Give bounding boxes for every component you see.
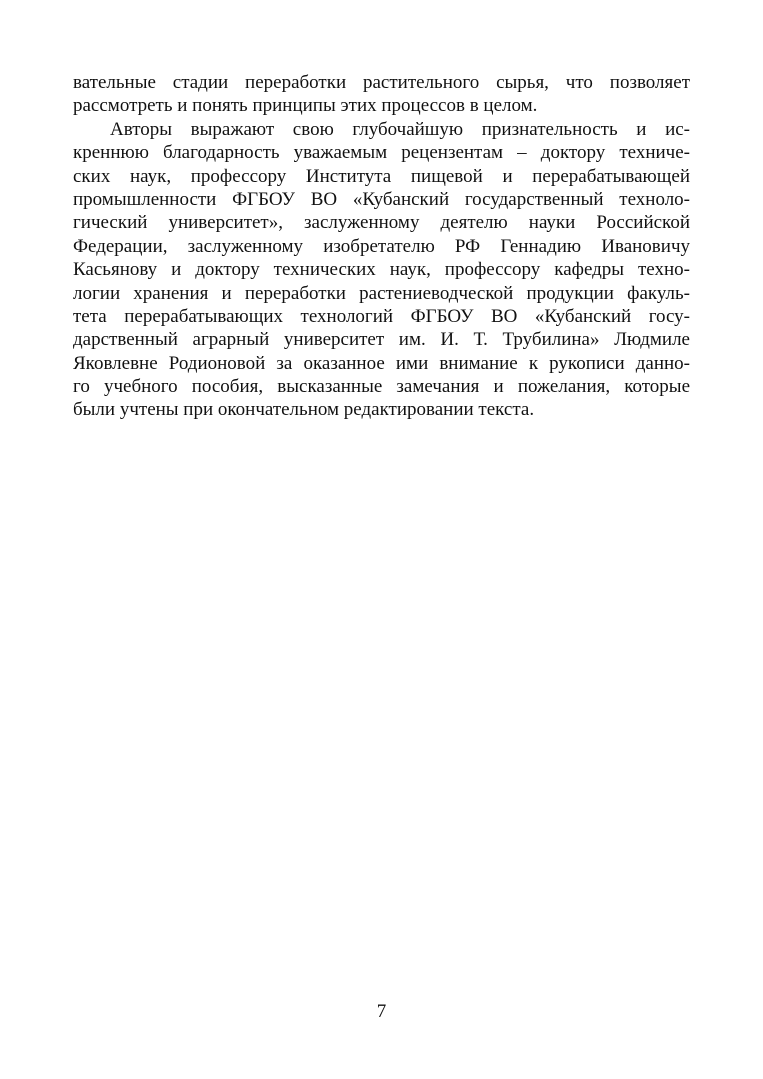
- text-line: рассмотреть и понять принципы этих процессов в целом.: [73, 95, 538, 117]
- text-line: дарственный аграрный университет им. И. Т. Трубилина» Людмиле: [73, 329, 690, 351]
- text-line: промышленности ФГБОУ ВО «Кубанский государственный техноло-: [73, 188, 690, 210]
- text-line: вательные стадии переработки растительного сырья, что позволяет: [73, 72, 690, 93]
- text-line: логии хранения и переработки растениеводческой продукции факуль-: [73, 282, 690, 304]
- text-line: гический университет», заслуженному деятелю науки Российской: [73, 212, 690, 234]
- text-line: ских наук, профессору Института пищевой и перерабатывающей: [73, 165, 690, 187]
- text-line: Яковлевне Родионовой за оказанное ими внимание к рукописи данно-: [73, 352, 690, 374]
- body-text: [73, 71, 690, 422]
- text-line: Авторы выражают свою глубочайшую признательность и ис-: [110, 118, 690, 140]
- paragraph-2: [73, 118, 690, 422]
- paragraph-1: [73, 71, 690, 118]
- text-line: тета перерабатывающих технологий ФГБОУ ВО «Кубанский госу-: [73, 305, 690, 327]
- text-line: были учтены при окончательном редактировании текста.: [73, 399, 535, 421]
- text-line: креннюю благодарность уважаемым рецензентам – доктору техниче-: [73, 142, 690, 164]
- text-line: Касьянову и доктору технических наук, профессору кафедры техно-: [73, 259, 690, 281]
- page-number: 7: [376, 1001, 387, 1022]
- text-line: го учебного пособия, высказанные замечания и пожелания, которые: [73, 376, 690, 398]
- text-line: Федерации, заслуженному изобретателю РФ Геннадию Ивановичу: [73, 235, 690, 257]
